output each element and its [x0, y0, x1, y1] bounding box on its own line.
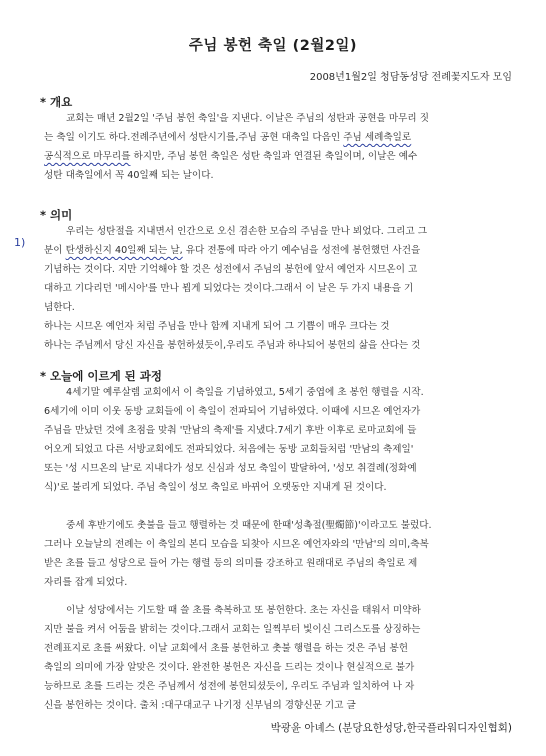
- history-line: 그러나 오늘날의 전례는 이 축일의 본디 모습을 되찾아 시므온 예언자와의 '만남'의 의미,축복: [44, 539, 429, 550]
- history-line: 축일의 의미에 가장 알맞은 것이다. 완전한 봉헌은 자신을 드리는 것이나 현실적으로 불가: [44, 662, 415, 673]
- overview-line-text: 하지만, 주님 봉헌 축일은 성탄 축일과 연결된 축일이며, 이날은 예수: [130, 151, 418, 162]
- history-paragraph-2: [44, 516, 520, 592]
- section-heading-history: * 오늘에 이르게 된 과정: [40, 369, 163, 383]
- meaning-paragraph: [44, 222, 520, 355]
- history-line: 식)'로 불리게 되었다. 주님 축일이 성모 축일로 바뀌어 오랫동안 지내게 된 것이다.: [44, 482, 387, 493]
- meaning-line: [44, 241, 520, 260]
- author-credit: 박광윤 아녜스 (분당요한성당,한국플라워디자인협회): [270, 722, 512, 734]
- overview-line: [44, 147, 520, 166]
- margin-mark: 1): [14, 236, 26, 249]
- history-line: 신을 봉헌하는 것이다. 출처 :대구대교구 나기정 신부님의 경향신문 기고 글: [44, 700, 356, 711]
- meaning-line: 념한다.: [44, 302, 75, 313]
- history-line: 또는 '성 시므온의 날'로 지내다가 성모 신심과 성모 축일이 발달하여, '성모 취결례(정화예: [44, 463, 417, 474]
- page-subtitle: 2008년1월2일 청담동성당 전례꽃지도자 모임: [309, 72, 512, 83]
- underlined-phrase: 탄생하신지 40일째 되는 날,: [65, 245, 183, 256]
- section-heading-overview: * 개요: [40, 95, 73, 109]
- history-line: 능하므로 초를 드리는 것은 주님께서 성전에 봉헌되셨듯이, 우리도 주님과 일치하여 나 자: [44, 681, 415, 692]
- meaning-line-text: 분이: [44, 245, 66, 256]
- history-line: 6세기에 이미 이웃 동방 교회들에 이 축일이 전파되어 기념하였다. 이때에 시므온 예언자가: [44, 406, 421, 417]
- meaning-line: 대하고 기다리던 '메시아'를 만나 뵙게 되었다는 것이다.그래서 이 날은 두 가지 내용을 기: [44, 283, 414, 294]
- history-line: 지만 불을 켜서 어둠을 밝히는 것이다.그래서 교회는 일찍부터 빛이신 그리스도를 상징하는: [44, 624, 421, 635]
- history-line: 중세 후반기에도 촛불을 들고 행렬하는 것 때문에 한때'성촉절(聖燭節)'이라고도 불렀다.: [66, 520, 432, 531]
- history-paragraph-3: [44, 601, 520, 715]
- meaning-line: 기념하는 것이다. 지만 기억해야 할 것은 성전에서 주님의 봉헌에 앞서 예언자 시므온이 고: [44, 264, 418, 275]
- underlined-phrase: 공식적으로 마무리를: [44, 151, 131, 162]
- history-line: 이날 성당에서는 기도할 때 쓸 초를 축복하고 또 봉헌한다. 초는 자신을 태워서 미약하: [66, 605, 421, 616]
- history-line: 주님을 만났던 것에 초점을 맞춰 '만남의 축제'를 지냈다.7세기 후반 이후로 로마교회에 들: [44, 425, 417, 436]
- history-line: 전례표지로 초를 써왔다. 이날 교회에서 초를 봉헌하고 촛불 행렬을 하는 것은 주님 봉헌: [44, 643, 409, 654]
- overview-line-text: 는 축일 이기도 하다.전례주년에서 성탄시기를,주님 공현 대축일 다음인: [44, 132, 344, 143]
- underlined-phrase: 주님 세례축일로: [343, 132, 412, 143]
- overview-line: 교회는 매년 2월2일 '주님 봉헌 축일'을 지낸다. 이날은 주님의 성탄과 공현을 마무리 짓: [66, 113, 429, 124]
- history-line: 받은 초를 들고 성당으로 들어 가는 행렬 등의 의미를 강조하고 원래대로 주님의 축일로 제: [44, 558, 418, 569]
- meaning-line-text: 유다 전통에 따라 아기 예수님을 성전에 봉헌했던 사건을: [182, 245, 421, 256]
- history-line: 자리를 잡게 되었다.: [44, 577, 128, 588]
- page-title: 주님 봉헌 축일 (2월2일): [188, 38, 358, 54]
- overview-line: 성탄 대축일에서 꼭 40일째 되는 날이다.: [44, 170, 214, 181]
- meaning-line: 하나는 주님께서 당신 자신을 봉헌하셨듯이,우리도 주님과 하나되어 봉헌의 삶을 산다는 것: [44, 340, 421, 351]
- meaning-line: 우리는 성탄절을 지내면서 인간으로 오신 겸손한 모습의 주님을 만나 뵈었다. 그리고 그: [66, 226, 427, 237]
- history-paragraph-1: [44, 383, 520, 497]
- overview-paragraph: [44, 109, 520, 185]
- section-heading-meaning: * 의미: [40, 208, 73, 222]
- meaning-line: 하나는 시므온 예언자 처럼 주님을 만나 함께 지내게 되어 그 기쁨이 매우 크다는 것: [44, 321, 390, 332]
- overview-line: [44, 128, 520, 147]
- history-line: 어오게 되었고 다른 서방교회에도 전파되었다. 처음에는 동방 교회들처럼 '만남의 축제일': [44, 444, 414, 455]
- history-line: 4세기말 예루살렘 교회에서 이 축일을 기념하였고, 5세기 중엽에 초 봉헌 행렬을 시작.: [66, 387, 424, 398]
